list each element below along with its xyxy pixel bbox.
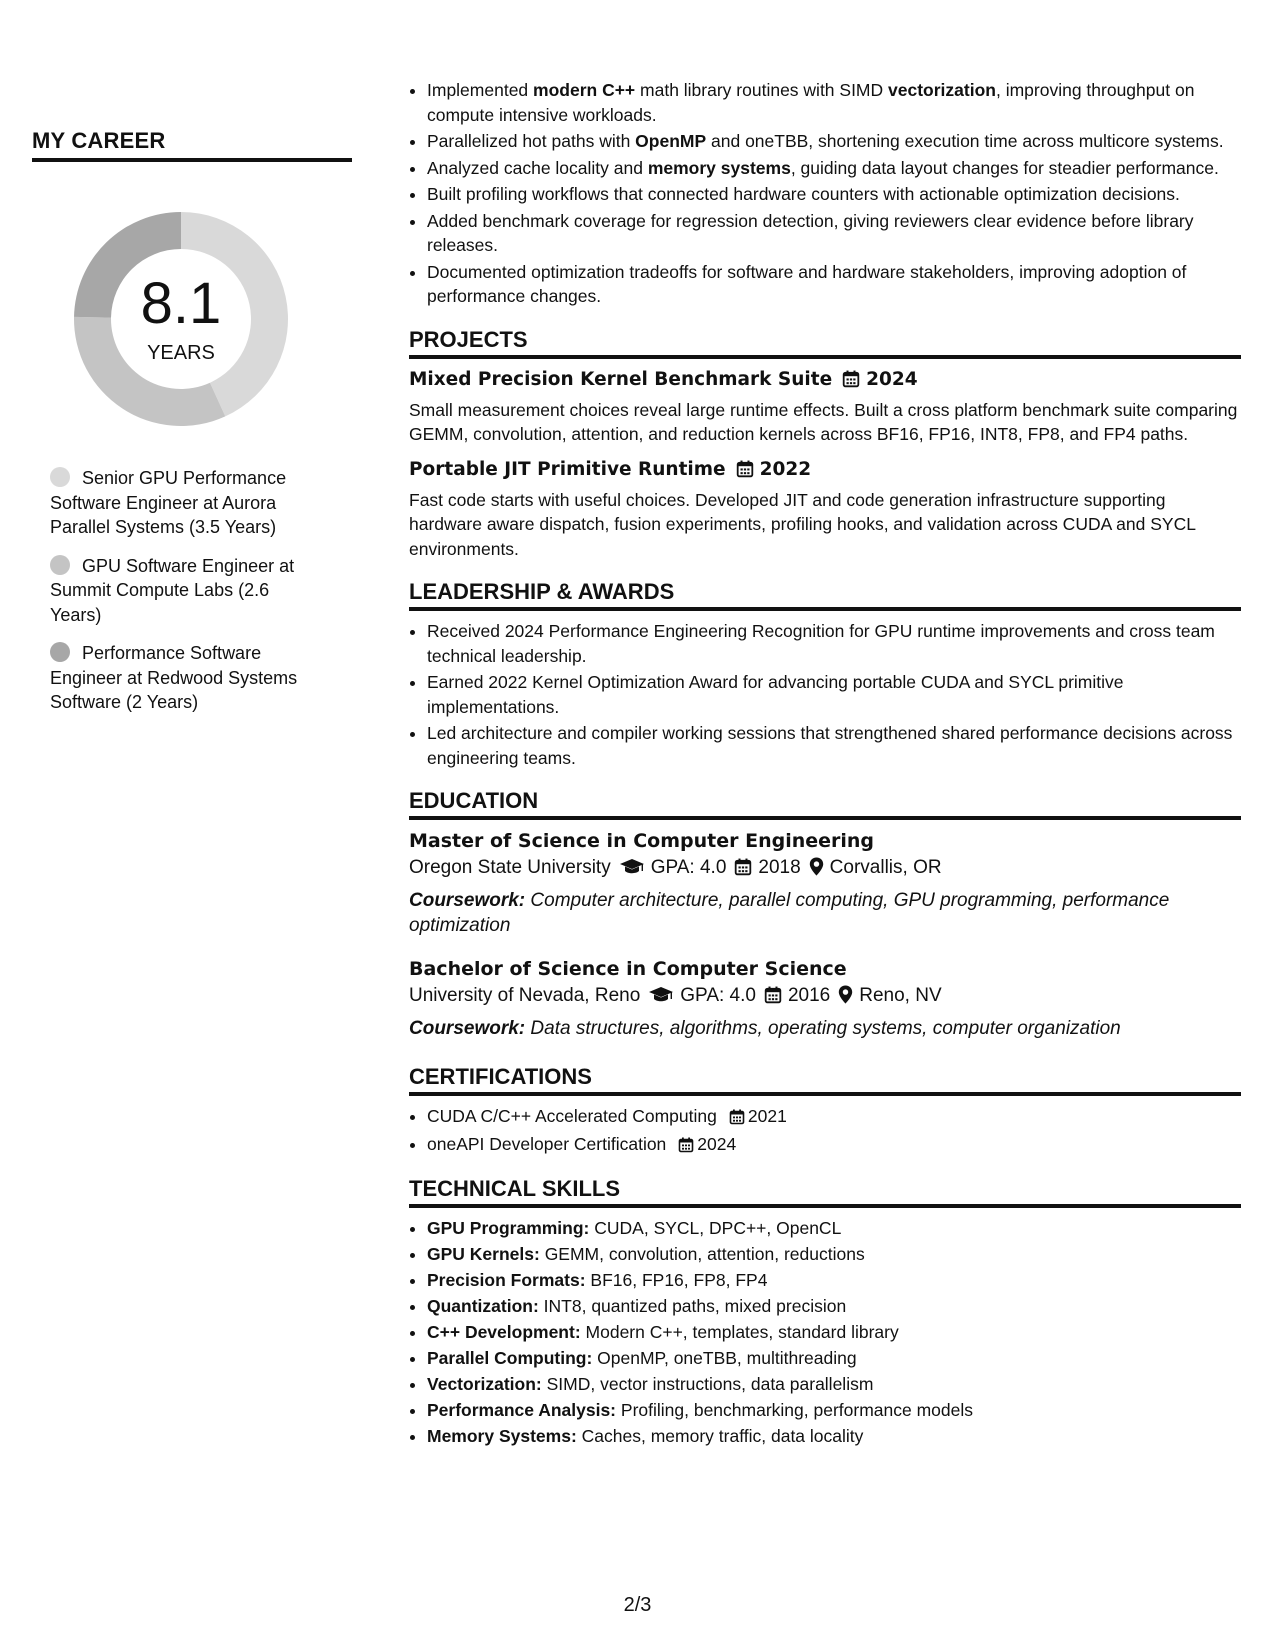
career-legend bbox=[50, 466, 320, 715]
project-item bbox=[409, 459, 1241, 562]
project-title: Portable JIT Primitive Runtime bbox=[409, 458, 726, 480]
legend-text: Performance Software Engineer at Redwood Systems Software (2 Years) bbox=[50, 643, 298, 712]
map-pin-icon bbox=[838, 985, 853, 1010]
leadership-item: • Earned 2022 Kernel Optimization Award for advancing portable CUDA and SYCL primitive implementations. bbox=[427, 670, 1241, 719]
sidebar bbox=[32, 128, 352, 729]
legend-text: Senior GPU Performance Software Engineer at Aurora Parallel Systems (3.5 Years) bbox=[50, 468, 287, 537]
leadership-list bbox=[409, 619, 1241, 770]
education-item bbox=[409, 830, 1241, 938]
project-description: Small measurement choices reveal large runtime effects. Built a cross platform benchmark suite comparing GEMM, convolution, attention, and reduction kernels across BF16, FP16, INT8, FP8, and FP4 paths. bbox=[409, 399, 1238, 444]
school-name: University of Nevada, Reno bbox=[409, 985, 641, 1006]
calendar-icon bbox=[678, 1135, 694, 1160]
calendar-icon bbox=[736, 460, 754, 483]
skill-item: • GPU Programming: CUDA, SYCL, DPC++, OpenCL bbox=[427, 1216, 1241, 1241]
skill-item: • Precision Formats: BF16, FP16, FP8, FP4 bbox=[427, 1268, 1241, 1293]
coursework-label: Coursework: bbox=[409, 890, 526, 911]
coursework-text: Computer architecture, parallel computing, GPU programming, performance optimization bbox=[409, 890, 1170, 936]
project-year: 2024 bbox=[866, 368, 918, 390]
legend-item bbox=[50, 554, 320, 628]
experience-bullet: • Implemented modern C++ math library routines with SIMD vectorization, improving throughput on compute intensive workloads. bbox=[427, 78, 1241, 127]
leadership-item: • Led architecture and compiler working sessions that strengthened shared performance decisions across engineering teams. bbox=[427, 721, 1241, 770]
education-heading: EDUCATION bbox=[409, 788, 1241, 820]
project-year: 2022 bbox=[759, 458, 812, 480]
cert-year: 2024 bbox=[697, 1134, 737, 1154]
projects-heading: PROJECTS bbox=[409, 327, 1241, 359]
coursework bbox=[409, 1017, 1241, 1042]
legend-dot bbox=[50, 642, 70, 662]
project-item bbox=[409, 369, 1241, 447]
degree-title: Bachelor of Science in Computer Science bbox=[409, 958, 847, 980]
cert-year: 2021 bbox=[747, 1105, 787, 1126]
project-title: Mixed Precision Kernel Benchmark Suite bbox=[409, 368, 833, 390]
skill-item: • C++ Development: Modern C++, templates, standard library bbox=[427, 1320, 1241, 1345]
experience-bullet: • Parallelized hot paths with OpenMP and oneTBB, shortening execution time across multicore systems. bbox=[427, 129, 1241, 154]
cert-name: oneAPI Developer Certification bbox=[427, 1134, 667, 1154]
certification-item bbox=[427, 1132, 1241, 1160]
calendar-icon bbox=[842, 370, 860, 393]
total-years-label: YEARS bbox=[147, 342, 215, 364]
location: Reno, NV bbox=[859, 985, 942, 1006]
certifications-list bbox=[409, 1104, 1241, 1160]
page-number: 2/3 bbox=[623, 1594, 652, 1616]
school-name: Oregon State University bbox=[409, 857, 611, 878]
main-content bbox=[409, 78, 1241, 1450]
leadership-heading: LEADERSHIP & AWARDS bbox=[409, 579, 1241, 611]
grad-year: 2016 bbox=[787, 985, 831, 1006]
total-years-value: 8.1 bbox=[140, 271, 222, 336]
experience-bullet: • Documented optimization tradeoffs for software and hardware stakeholders, improving adoption of performance changes. bbox=[427, 260, 1241, 309]
experience-bullet: • Added benchmark coverage for regression detection, giving reviewers clear evidence before library releases. bbox=[427, 209, 1241, 258]
graduation-cap-icon bbox=[619, 858, 645, 882]
skill-item: • Vectorization: SIMD, vector instructions, data parallelism bbox=[427, 1372, 1241, 1397]
degree-title: Master of Science in Computer Engineering bbox=[409, 830, 875, 852]
legend-item bbox=[50, 466, 320, 540]
legend-dot bbox=[50, 555, 70, 575]
calendar-icon bbox=[729, 1107, 745, 1132]
skill-item: • Memory Systems: Caches, memory traffic, data locality bbox=[427, 1424, 1241, 1449]
experience-bullet: • Built profiling workflows that connected hardware counters with actionable optimization decisions. bbox=[427, 182, 1241, 207]
career-donut-chart bbox=[66, 204, 296, 434]
certification-item bbox=[427, 1104, 1241, 1132]
location: Corvallis, OR bbox=[829, 857, 942, 878]
skills-list bbox=[409, 1216, 1241, 1449]
skill-item: • Parallel Computing: OpenMP, oneTBB, multithreading bbox=[427, 1346, 1241, 1371]
map-pin-icon bbox=[809, 857, 824, 882]
skills-heading: TECHNICAL SKILLS bbox=[409, 1176, 1241, 1208]
education-item bbox=[409, 958, 1241, 1042]
legend-text: GPU Software Engineer at Summit Compute Labs (2.6 Years) bbox=[50, 555, 295, 625]
gpa: GPA: 4.0 bbox=[650, 857, 727, 878]
legend-dot bbox=[50, 467, 70, 487]
skill-item: • GPU Kernels: GEMM, convolution, attention, reductions bbox=[427, 1242, 1241, 1267]
experience-bullets bbox=[409, 78, 1241, 309]
skill-item: • Performance Analysis: Profiling, benchmarking, performance models bbox=[427, 1398, 1241, 1423]
calendar-icon bbox=[734, 858, 752, 882]
project-description: Fast code starts with useful choices. Developed JIT and code generation infrastructure supporting hardware aware dispatch, fusion experiments, profiling hooks, and validation across CUDA and SYCL environments. bbox=[409, 489, 1196, 559]
leadership-item: • Received 2024 Performance Engineering Recognition for GPU runtime improvements and cross team technical leadership. bbox=[427, 619, 1241, 668]
gpa: GPA: 4.0 bbox=[680, 985, 756, 1006]
skill-item: • Quantization: INT8, quantized paths, mixed precision bbox=[427, 1294, 1241, 1319]
certifications-heading: CERTIFICATIONS bbox=[409, 1064, 1241, 1096]
calendar-icon bbox=[764, 986, 782, 1010]
career-heading: MY CAREER bbox=[32, 128, 352, 162]
cert-name: CUDA C/C++ Accelerated Computing bbox=[427, 1105, 717, 1126]
coursework bbox=[409, 889, 1241, 938]
grad-year: 2018 bbox=[758, 857, 801, 878]
experience-bullet: • Analyzed cache locality and memory systems, guiding data layout changes for steadier performance. bbox=[427, 156, 1241, 181]
coursework-label: Coursework: bbox=[409, 1018, 526, 1039]
legend-item bbox=[50, 641, 320, 715]
coursework-text: Data structures, algorithms, operating systems, computer organization bbox=[530, 1018, 1121, 1039]
graduation-cap-icon bbox=[648, 986, 674, 1010]
